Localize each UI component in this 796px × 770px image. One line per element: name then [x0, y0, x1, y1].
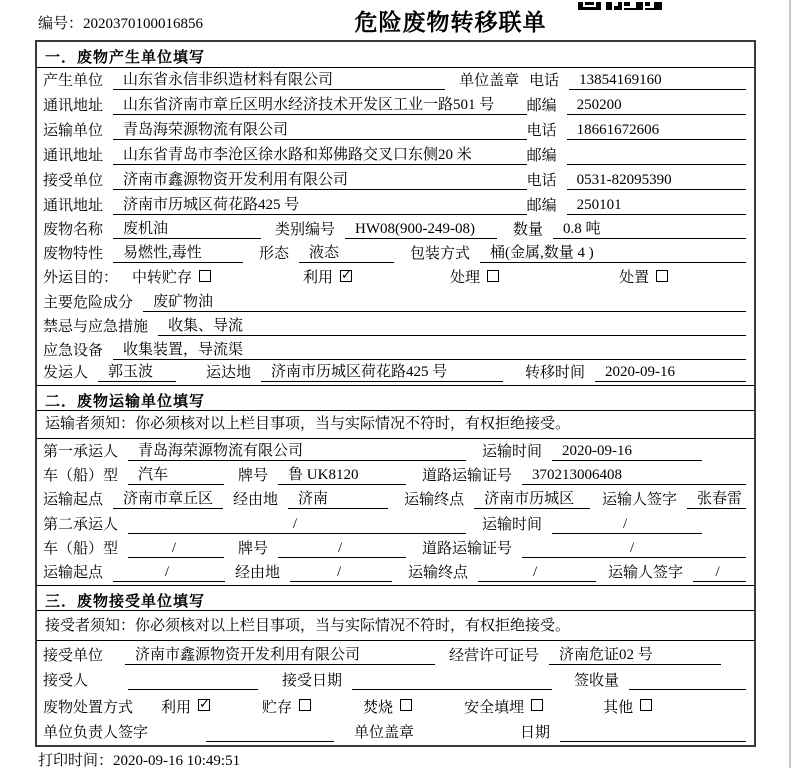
- vehicle-type2-label: 车（船）型: [43, 541, 119, 558]
- accept-date-value: [352, 672, 552, 690]
- transporter-value: 青岛海荣源物流有限公司: [113, 118, 527, 140]
- purpose-row: [37, 266, 754, 290]
- print-time: [38, 749, 240, 770]
- phone3-value: 0531-82095390: [567, 172, 746, 190]
- phone1-label: 电话: [529, 73, 560, 89]
- disposal-option-storage-label: 贮存: [262, 699, 293, 716]
- disposal-option-landfill-label: 安全填埋: [464, 699, 525, 716]
- category-code-label: 类别编号: [275, 222, 336, 238]
- emergency-equipment-value: 收集装置，导流渠: [113, 338, 746, 360]
- zip3-label: 邮编: [526, 198, 557, 214]
- transport-time1-value: 2020-09-16: [552, 443, 702, 461]
- disposal-option-storage-checkbox: [299, 699, 311, 711]
- serial-label: 编号：: [38, 16, 84, 32]
- accept-date-label: 接受日期: [282, 673, 343, 690]
- purpose-option-dispose-checkbox: [656, 270, 668, 282]
- transporter-row: [37, 118, 754, 143]
- transporter-address-row: [37, 143, 754, 168]
- waste-name-row: [37, 218, 754, 242]
- unit-seal2-label: 单位盖章: [354, 725, 415, 742]
- receiver-label: 接受单位: [43, 173, 104, 189]
- road-permit1-value: 370213006408: [522, 467, 746, 485]
- road-permit1-label: 道路运输证号: [422, 468, 513, 485]
- category-code-value: HW08(900-249-08): [345, 221, 497, 239]
- sender-row: [37, 363, 754, 385]
- disposal-method-label: 废物处置方式: [43, 699, 134, 716]
- page-title: 危险废物转移联单: [354, 10, 547, 35]
- receiver-notice-label: 接受者须知：: [45, 617, 136, 634]
- producer-value: 山东省永信非织造材料有限公司: [113, 68, 445, 90]
- plate1-value: 鲁 UK8120: [278, 463, 406, 485]
- receiver-value: 济南市鑫源物资开发利用有限公司: [113, 168, 527, 190]
- origin2-label: 运输起点: [43, 565, 104, 582]
- accept-unit-row: [37, 641, 754, 668]
- phone3-label: 电话: [526, 173, 557, 189]
- purpose-option-transfer-storage: [132, 266, 211, 287]
- unit-seal-label: 单位盖章: [459, 73, 520, 89]
- phone2-value: 18661672606: [567, 122, 746, 140]
- purpose-option-treat-label: 处理: [450, 270, 481, 287]
- first-carrier-value: 青岛海荣源物流有限公司: [128, 439, 466, 461]
- zip3-value: 250101: [567, 197, 746, 215]
- form-label: 形态: [259, 246, 290, 262]
- producer-label: 产生单位: [43, 73, 104, 89]
- plate2-value: /: [278, 540, 406, 558]
- zip1-label: 邮编: [526, 98, 557, 114]
- address3-value: 济南市历城区荷花路425 号: [113, 193, 527, 215]
- chief-sign-label: 单位负责人签字: [43, 725, 149, 742]
- print-time-value: 2020-09-16 10:49:51: [113, 753, 241, 769]
- purpose-option-utilize-label: 利用: [303, 270, 334, 287]
- waste-name-label: 废物名称: [43, 222, 104, 238]
- plate1-label: 牌号: [238, 468, 269, 485]
- via1-label: 经由地: [232, 492, 278, 509]
- address2-label: 通讯地址: [43, 148, 104, 164]
- end1-label: 运输终点: [404, 492, 465, 509]
- via2-value: /: [290, 564, 392, 582]
- purpose-option-utilize: [303, 266, 352, 287]
- purpose-option-treat-checkbox: [487, 270, 499, 282]
- vehicle2-row: [37, 537, 754, 561]
- disposal-option-landfill: [464, 696, 543, 717]
- section1-header: 一．废物产生单位填写: [37, 42, 754, 68]
- accept-unit-label: 接受单位: [43, 648, 104, 665]
- waste-name-value: 废机油: [113, 217, 261, 239]
- road-permit2-label: 道路运输证号: [422, 541, 513, 558]
- waste-character-label: 废物特性: [43, 246, 104, 262]
- section3-header: 三．废物接受单位填写: [37, 585, 754, 611]
- disposal-option-other: [603, 696, 652, 717]
- taboo-measures-label: 禁忌与应急措施: [43, 319, 149, 336]
- serial-value: 2020370100016856: [83, 16, 204, 32]
- via2-label: 经由地: [235, 565, 281, 582]
- phone2-label: 电话: [526, 123, 557, 139]
- sender-value: 郭玉波: [98, 360, 176, 382]
- chief-sign-value: [206, 724, 334, 742]
- transfer-date-value: 2020-09-16: [595, 364, 746, 382]
- carrier-sign1-value: 张春雷: [687, 487, 746, 509]
- road-permit2-value: /: [522, 540, 746, 558]
- acceptor-label: 接受人: [43, 673, 89, 690]
- license-label: 经营许可证号: [449, 648, 540, 665]
- transfer-date-label: 转移时间: [525, 365, 586, 382]
- quantity-label: 数量: [513, 222, 544, 238]
- carrier-sign2-value: /: [693, 564, 746, 582]
- section2-header: 二．废物运输单位填写: [37, 385, 754, 411]
- first-carrier-label: 第一承运人: [43, 444, 119, 461]
- via1-value: 济南: [288, 487, 388, 509]
- taboo-measures-row: [37, 315, 754, 339]
- disposal-option-utilize: [161, 696, 210, 717]
- hazard-component-value: 废矿物油: [143, 290, 746, 312]
- emergency-equipment-label: 应急设备: [43, 343, 104, 360]
- address2-value: 山东省青岛市李沧区徐水路和郑佛路交叉口东侧20 米: [113, 143, 527, 165]
- purpose-option-dispose-label: 处置: [619, 270, 650, 287]
- receiver-address-row: [37, 193, 754, 218]
- hazard-component-row: [37, 290, 754, 315]
- plate2-label: 牌号: [238, 541, 269, 558]
- waste-character-value: 易燃性,毒性: [113, 241, 243, 263]
- origin1-label: 运输起点: [43, 492, 104, 509]
- disposal-option-incinerate: [363, 696, 412, 717]
- date-label: 日期: [519, 725, 550, 742]
- purpose-option-dispose: [619, 266, 668, 287]
- disposal-option-utilize-label: 利用: [161, 699, 192, 716]
- address1-label: 通讯地址: [43, 98, 104, 114]
- transporter-label: 运输单位: [43, 123, 104, 139]
- accept-unit-value: 济南市鑫源物资开发利用有限公司: [125, 643, 435, 665]
- vehicle-type2-value: /: [128, 540, 224, 558]
- purpose-option-transfer-storage-label: 中转贮存: [132, 270, 193, 287]
- end2-label: 运输终点: [408, 565, 469, 582]
- quantity-value: 0.8 吨: [553, 217, 746, 239]
- receiver-notice-row: [37, 611, 754, 640]
- address3-label: 通讯地址: [43, 198, 104, 214]
- vehicle-type1-value: 汽车: [128, 463, 224, 485]
- second-carrier-label: 第二承运人: [43, 517, 119, 534]
- disposal-option-incinerate-label: 焚烧: [363, 699, 394, 716]
- carrier-sign2-label: 运输人签字: [608, 565, 684, 582]
- print-time-label: 打印时间：: [38, 753, 114, 769]
- end1-value: 济南市历城区: [474, 487, 590, 509]
- acceptor-value: [128, 672, 258, 690]
- waste-character-row: [37, 242, 754, 266]
- zip2-value: [567, 147, 746, 165]
- hazard-component-label: 主要危险成分: [43, 295, 134, 312]
- origin1-value: 济南市章丘区: [113, 487, 223, 509]
- disposal-option-other-label: 其他: [603, 699, 634, 716]
- disposal-option-incinerate-checkbox: [400, 699, 412, 711]
- transport-time1-label: 运输时间: [482, 444, 543, 461]
- receiver-notice-text: 你必须核对以上栏目事项，当与实际情况不符时，有权拒绝接受。: [135, 617, 571, 634]
- zip1-value: 250200: [567, 97, 746, 115]
- transport-time2-label: 运输时间: [482, 517, 543, 534]
- end2-value: /: [478, 564, 596, 582]
- receiver-row: [37, 168, 754, 193]
- manifest-form: [35, 40, 756, 747]
- first-carrier-row: [37, 439, 754, 464]
- purpose-label: 外运目的：: [43, 270, 119, 287]
- disposal-option-other-checkbox: [640, 699, 652, 711]
- destination-value: 济南市历城区荷花路425 号: [261, 360, 503, 382]
- vehicle1-row: [37, 464, 754, 488]
- transporter-notice-row: [37, 411, 754, 438]
- producer-row: [37, 68, 754, 93]
- received-qty-value: [629, 672, 746, 690]
- purpose-option-treat: [450, 266, 499, 287]
- zip2-label: 邮编: [526, 148, 557, 164]
- sender-label: 发运人: [43, 365, 89, 382]
- acceptor-row: [37, 668, 754, 693]
- date-value: [560, 724, 746, 742]
- purpose-option-transfer-storage-checkbox: [199, 270, 211, 282]
- disposal-method-row: [37, 693, 754, 719]
- disposal-option-storage: [262, 696, 311, 717]
- page-right-edge-line: [789, 0, 791, 768]
- purpose-option-utilize-checkbox: [340, 270, 352, 282]
- transport-time2-value: /: [552, 516, 702, 534]
- vehicle-type1-label: 车（船）型: [43, 468, 119, 485]
- packing-value: 桶(金属,数量 4 ): [480, 241, 746, 263]
- carrier-sign1-label: 运输人签字: [601, 492, 677, 509]
- route2-row: [37, 561, 754, 585]
- second-carrier-row: [37, 512, 754, 537]
- transporter-notice-text: 你必须核对以上栏目事项，当与实际情况不符时，有权拒绝接受。: [135, 415, 571, 432]
- phone1-value: 13854169160: [569, 72, 746, 90]
- address1-value: 山东省济南市章丘区明水经济技术开发区工业一路501 号: [113, 93, 527, 115]
- route1-row: [37, 488, 754, 512]
- disposal-option-utilize-checkbox: [198, 699, 210, 711]
- received-qty-label: 签收量: [574, 673, 620, 690]
- packing-label: 包装方式: [410, 246, 471, 262]
- second-carrier-value: /: [128, 516, 466, 534]
- license-value: 济南危证02 号: [549, 643, 721, 665]
- taboo-measures-value: 收集、导流: [158, 314, 746, 336]
- disposal-option-landfill-checkbox: [531, 699, 543, 711]
- form-value: 液态: [299, 241, 394, 263]
- transporter-notice-label: 运输者须知：: [45, 415, 136, 432]
- producer-address-row: [37, 93, 754, 118]
- chief-sign-row: [37, 720, 754, 745]
- origin2-value: /: [113, 564, 225, 582]
- destination-label: 运达地: [206, 365, 252, 382]
